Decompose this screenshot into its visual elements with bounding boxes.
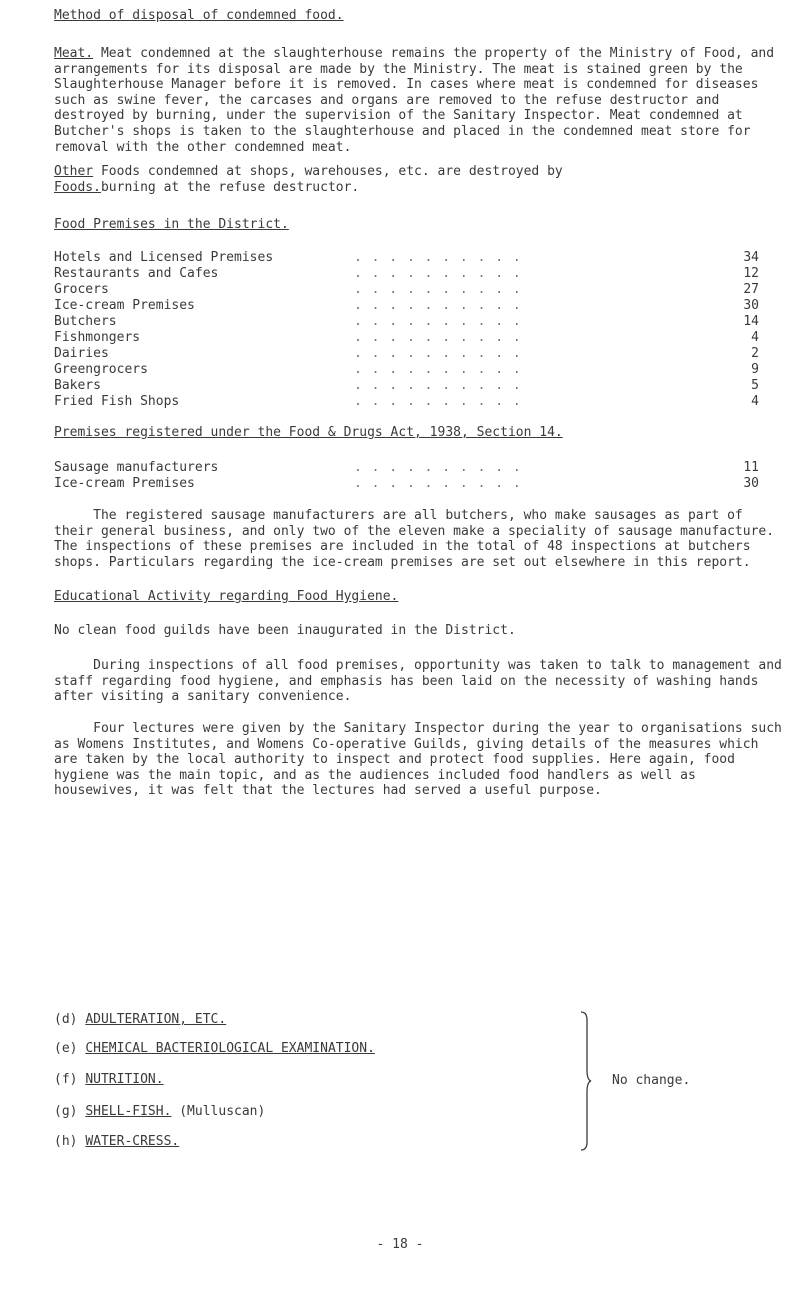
item-e: (e) CHEMICAL BACTERIOLOGICAL EXAMINATION. [54, 1041, 375, 1056]
meat-text: Meat condemned at the slaughterhouse remains the property of the Ministry of Food, and arrangements for its disposal are made by the Ministry. The meat is stained green by the Slaughterhouse Manager before it is removed. In cases where meat is condemned for diseases such as swine fever, the carcases and organs are removed to the refuse destructor and destroyed by burning, under the supervision of the Sanitary Inspector. Meat condemned at Butcher's shops is taken to the slaughterhouse and placed in the condemned meat store for removal with the other condemned meat. [54, 46, 782, 155]
other-foods-line-2: Foods.burning at the refuse destructor. [54, 180, 360, 195]
premises-row: Fishmongers . . . . . . . . . . 4 [54, 330, 759, 345]
premises-heading: Food Premises in the District. [54, 217, 289, 232]
education-paragraph-2: During inspections of all food premises, opportunity was taken to talk to management and staff regarding food hygiene, and emphasis has been laid on the necessity of washing hands after visiting a sanitary convenience. [54, 658, 790, 705]
education-heading: Educational Activity regarding Food Hygiene. [54, 589, 399, 604]
education-paragraph-3: Four lectures were given by the Sanitary Inspector during the year to organisations such as Womens Institutes, and Womens Co-operative Guilds, giving details of the measures which are taken by the local authority to inspect and protect food supplies. Here again, food hygiene was the main topic, and as the audiences included food handlers as well as housewives, it was felt that the lectures had served a useful purpose. [54, 721, 790, 799]
meat-section [54, 46, 784, 155]
page-title: Method of disposal of condemned food. [54, 8, 344, 23]
registered-heading: Premises registered under the Food & Drugs Act, 1938, Section 14. [54, 425, 563, 440]
premises-row: Hotels and Licensed Premises . . . . . . . . . . 34 [54, 250, 759, 265]
premises-row: Restaurants and Cafes . . . . . . . . . . 12 [54, 266, 759, 281]
premises-row: Ice-cream Premises . . . . . . . . . . 30 [54, 298, 759, 313]
registered-paragraph: The registered sausage manufacturers are all butchers, who make sausages as part of their general business, and only two of the eleven make a speciality of sausage manufacture. The inspections of these premises are included in the total of 48 inspections at butchers shops. Particulars regarding the ice-cream premises are set out elsewhere in this report. [54, 508, 782, 570]
registered-row: Ice-cream Premises . . . . . . . . . . 30 [54, 476, 759, 491]
premises-row: Grocers . . . . . . . . . . 27 [54, 282, 759, 297]
registered-row: Sausage manufacturers . . . . . . . . . . 11 [54, 460, 759, 475]
page-number: - 18 - [376, 1237, 424, 1252]
premises-row: Bakers . . . . . . . . . . 5 [54, 378, 759, 393]
item-g: (g) SHELL-FISH. (Mulluscan) [54, 1104, 266, 1119]
no-change-note: No change. [612, 1073, 691, 1088]
item-d: (d) ADULTERATION, ETC. [54, 1012, 227, 1027]
premises-row: Greengrocers . . . . . . . . . . 9 [54, 362, 759, 377]
item-f: (f) NUTRITION. [54, 1072, 164, 1087]
premises-row: Fried Fish Shops . . . . . . . . . . 4 [54, 394, 759, 409]
right-brace [580, 1010, 592, 1152]
meat-label: Meat. [54, 46, 94, 61]
item-h: (h) WATER-CRESS. [54, 1134, 180, 1149]
education-paragraph-1: No clean food guilds have been inaugurated in the District. [54, 623, 516, 638]
premises-row: Dairies . . . . . . . . . . 2 [54, 346, 759, 361]
premises-row: Butchers . . . . . . . . . . 14 [54, 314, 759, 329]
other-foods-line-1: Other Foods condemned at shops, warehouses, etc. are destroyed by [54, 164, 563, 179]
